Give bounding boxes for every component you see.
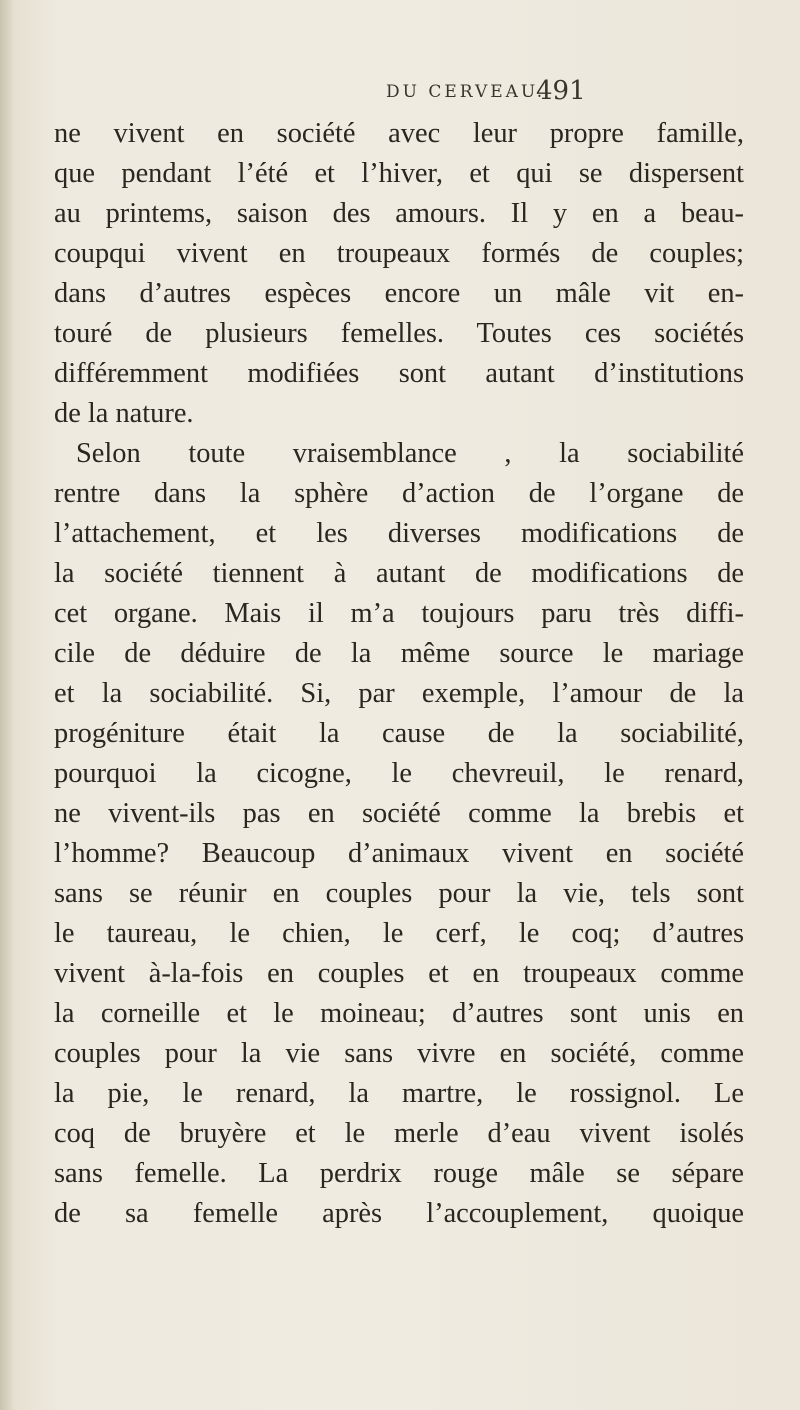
- text-line: l’attachement, et les diverses modifications de: [54, 518, 744, 549]
- text-line: le taureau, le chien, le cerf, le coq; d’autres: [54, 918, 744, 949]
- text-line: de la nature.: [54, 398, 194, 429]
- text-line: couples pour la vie sans vivre en société, comme: [54, 1038, 744, 1069]
- text-line: la société tiennent à autant de modifications de: [54, 558, 744, 589]
- text-line: que pendant l’été et l’hiver, et qui se dispersent: [54, 158, 744, 189]
- text-line: différemment modifiées sont autant d’institutions: [54, 358, 744, 389]
- text-line: progéniture était la cause de la sociabilité,: [54, 718, 744, 749]
- text-line: de sa femelle après l’accouplement, quoique: [54, 1198, 744, 1229]
- text-line: cet organe. Mais il m’a toujours paru très diffi-: [54, 598, 744, 629]
- text-line: sans se réunir en couples pour la vie, tels sont: [54, 878, 744, 909]
- page-number: 491: [536, 76, 586, 106]
- text-line: cile de déduire de la même source le mariage: [54, 638, 744, 669]
- text-line: ne vivent en société avec leur propre famille,: [54, 118, 744, 149]
- page-header: [386, 76, 696, 116]
- text-line: dans d’autres espèces encore un mâle vit en-: [54, 278, 744, 309]
- text-line: la pie, le renard, la martre, le rossignol. Le: [54, 1078, 744, 1109]
- text-line: la corneille et le moineau; d’autres sont unis en: [54, 998, 744, 1029]
- text-line: Selon toute vraisemblance , la sociabilité: [76, 438, 744, 469]
- text-line: touré de plusieurs femelles. Toutes ces sociétés: [54, 318, 744, 349]
- text-line: sans femelle. La perdrix rouge mâle se sépare: [54, 1158, 744, 1189]
- text-line: coq de bruyère et le merle d’eau vivent isolés: [54, 1118, 744, 1149]
- text-line: l’homme? Beaucoup d’animaux vivent en société: [54, 838, 744, 869]
- text-line: rentre dans la sphère d’action de l’organe de: [54, 478, 744, 509]
- running-head: DU CERVEAU.: [386, 82, 546, 102]
- gutter-shadow: [0, 0, 14, 1410]
- text-line: au printems, saison des amours. Il y en a beau-: [54, 198, 744, 229]
- text-line: pourquoi la cicogne, le chevreuil, le renard,: [54, 758, 744, 789]
- text-line: vivent à-la-fois en couples et en troupeaux comme: [54, 958, 744, 989]
- text-line: ne vivent-ils pas en société comme la brebis et: [54, 798, 744, 829]
- text-line: coupqui vivent en troupeaux formés de couples;: [54, 238, 744, 269]
- text-line: et la sociabilité. Si, par exemple, l’amour de la: [54, 678, 744, 709]
